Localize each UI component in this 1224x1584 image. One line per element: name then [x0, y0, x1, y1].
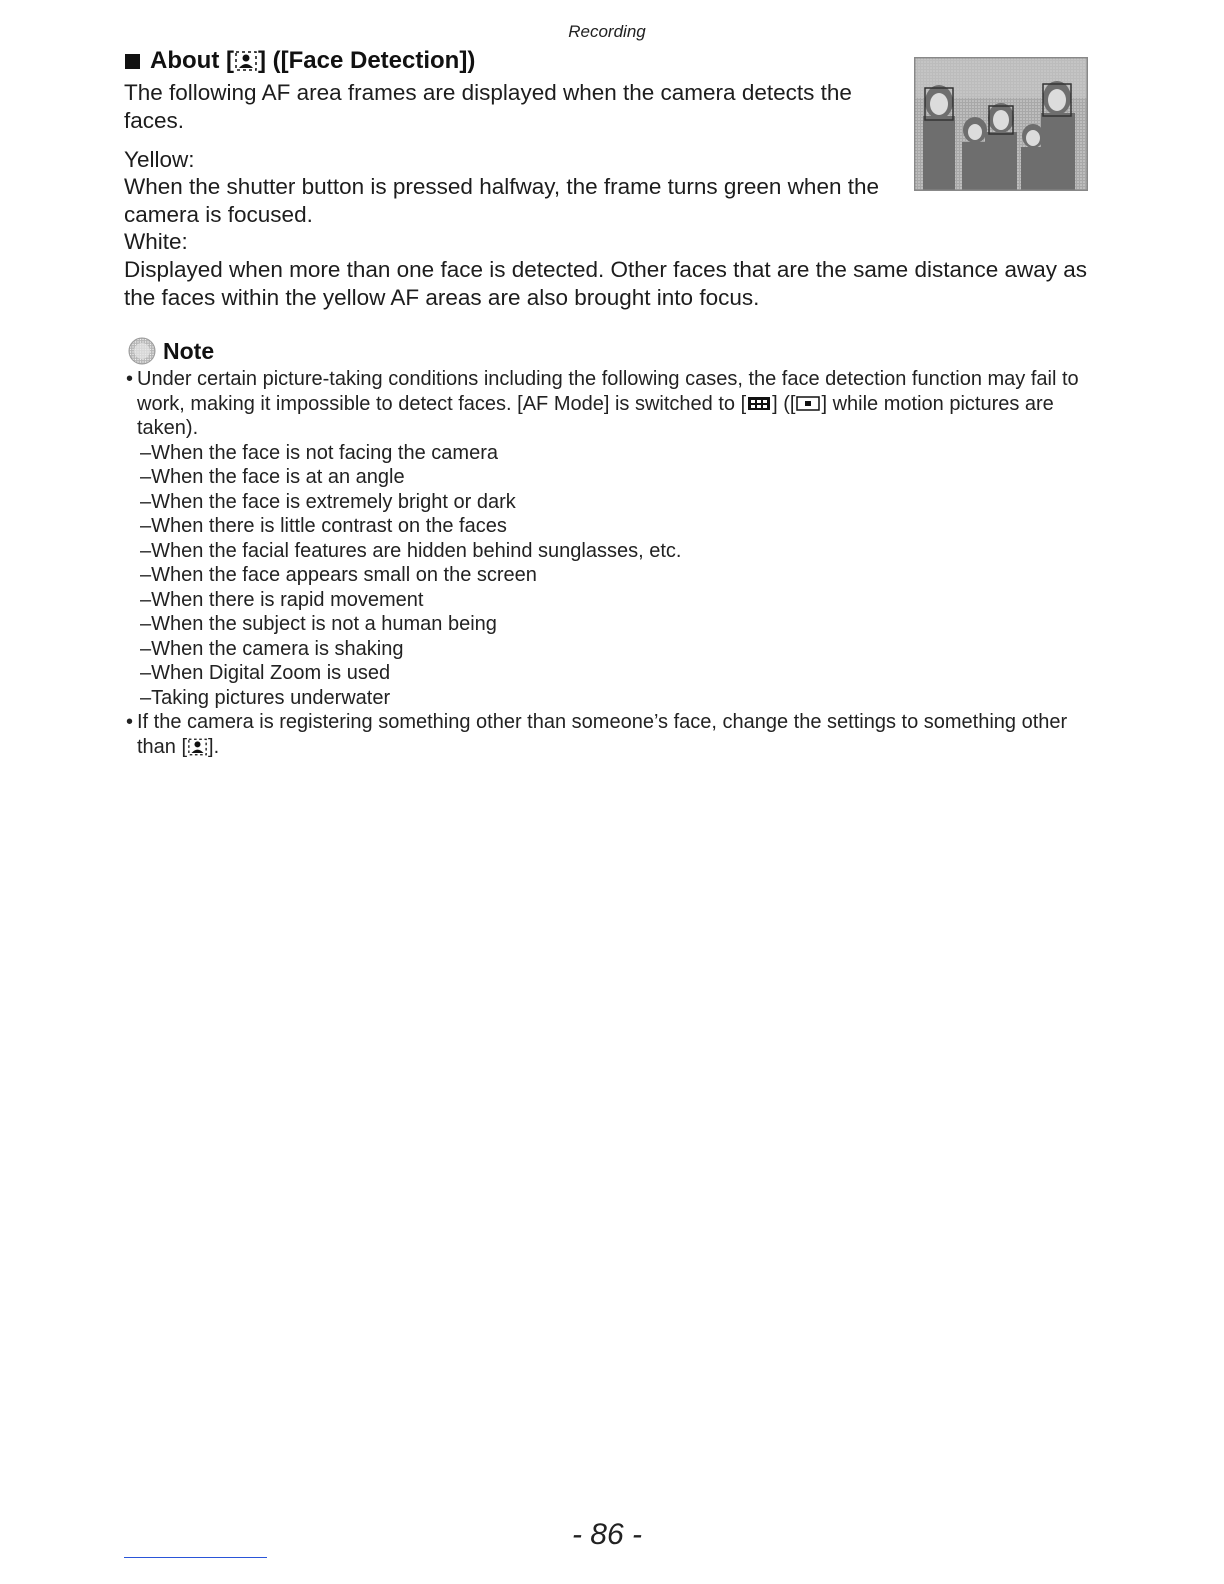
- note-heading: [127, 336, 214, 366]
- face-detection-icon: [188, 738, 207, 756]
- note-bullet-2: [126, 710, 1086, 759]
- footer-divider: [124, 1557, 267, 1558]
- square-bullet-icon: [125, 54, 140, 69]
- bullet-dot: •: [126, 368, 134, 390]
- list-item: –When there is rapid movement: [140, 588, 424, 611]
- condition-text: Taking pictures underwater: [151, 686, 391, 709]
- title-suffix: ] ([Face Detection]): [257, 47, 476, 74]
- note-body: [126, 367, 1086, 759]
- list-item: –When the subject is not a human being: [140, 613, 497, 635]
- face-detection-example-photo: [914, 57, 1088, 191]
- one-area-af-icon: [795, 395, 821, 412]
- note-heading-text: Note: [163, 337, 215, 364]
- list-item: –When the face appears small on the screen: [140, 564, 537, 586]
- condition-text: When there is little contrast on the faces: [151, 515, 507, 537]
- list-item: –When the face is not facing the camera: [140, 441, 498, 464]
- yellow-description: When the shutter button is pressed halfway, the frame turns green when the camera is focused.: [124, 174, 880, 227]
- condition-text: When the camera is shaking: [151, 637, 404, 660]
- condition-text: When the facial features are hidden behind sunglasses, etc.: [151, 539, 682, 562]
- bullet-dot: •: [126, 711, 134, 733]
- multi-area-af-icon: [746, 395, 772, 412]
- conditions-list: [126, 441, 1086, 711]
- note-bullet-1: [126, 367, 1086, 441]
- note-icon: [127, 336, 157, 366]
- condition-text: When the subject is not a human being: [151, 613, 497, 635]
- list-item: –When the face is extremely bright or dark: [140, 490, 516, 513]
- condition-text: When there is rapid movement: [151, 588, 424, 611]
- bullet2-text-before: If the camera is registering something other than someone’s face, change the settings to something other than [: [137, 711, 1068, 758]
- condition-text: When the face appears small on the screen: [151, 564, 537, 586]
- page-number: - 86 -: [571, 1518, 643, 1551]
- list-item: –When the face is at an angle: [140, 466, 405, 488]
- condition-text: When the face is not facing the camera: [151, 441, 498, 464]
- bullet1-text-before: Under certain picture-taking conditions including the following cases, the face detection function may fail to work, making it impossible to detect faces. [AF Mode] is switched to [: [137, 368, 1079, 415]
- white-description: Displayed when more than one face is detected. Other faces that are the same distance away as the faces within the yellow AF areas are also brought into focus.: [124, 257, 1088, 310]
- page-header: Recording: [568, 22, 646, 41]
- intro-paragraph: The following AF area frames are displayed when the camera detects the faces.: [124, 80, 852, 133]
- section-title: [125, 47, 475, 75]
- face-detection-icon: [235, 51, 257, 71]
- bullet2-text-after: ].: [208, 735, 220, 758]
- list-item: –When there is little contrast on the faces: [140, 515, 507, 537]
- title-prefix: About [: [150, 47, 234, 74]
- yellow-label: Yellow:: [124, 147, 195, 172]
- condition-text: When the face is extremely bright or dark: [151, 490, 516, 513]
- group-photo-illustration: [915, 58, 1087, 190]
- list-item: –When Digital Zoom is used: [140, 662, 391, 684]
- condition-text: When the face is at an angle: [151, 466, 405, 488]
- white-label: White:: [124, 229, 188, 254]
- list-item: –When the camera is shaking: [140, 637, 404, 660]
- bullet1-text-after: ] while motion pictures are taken).: [137, 392, 1054, 439]
- list-item: –Taking pictures underwater: [140, 686, 391, 709]
- condition-text: When Digital Zoom is used: [151, 662, 391, 684]
- list-item: –When the facial features are hidden behind sunglasses, etc.: [140, 539, 682, 562]
- bullet1-text-mid: ] ([: [772, 392, 796, 415]
